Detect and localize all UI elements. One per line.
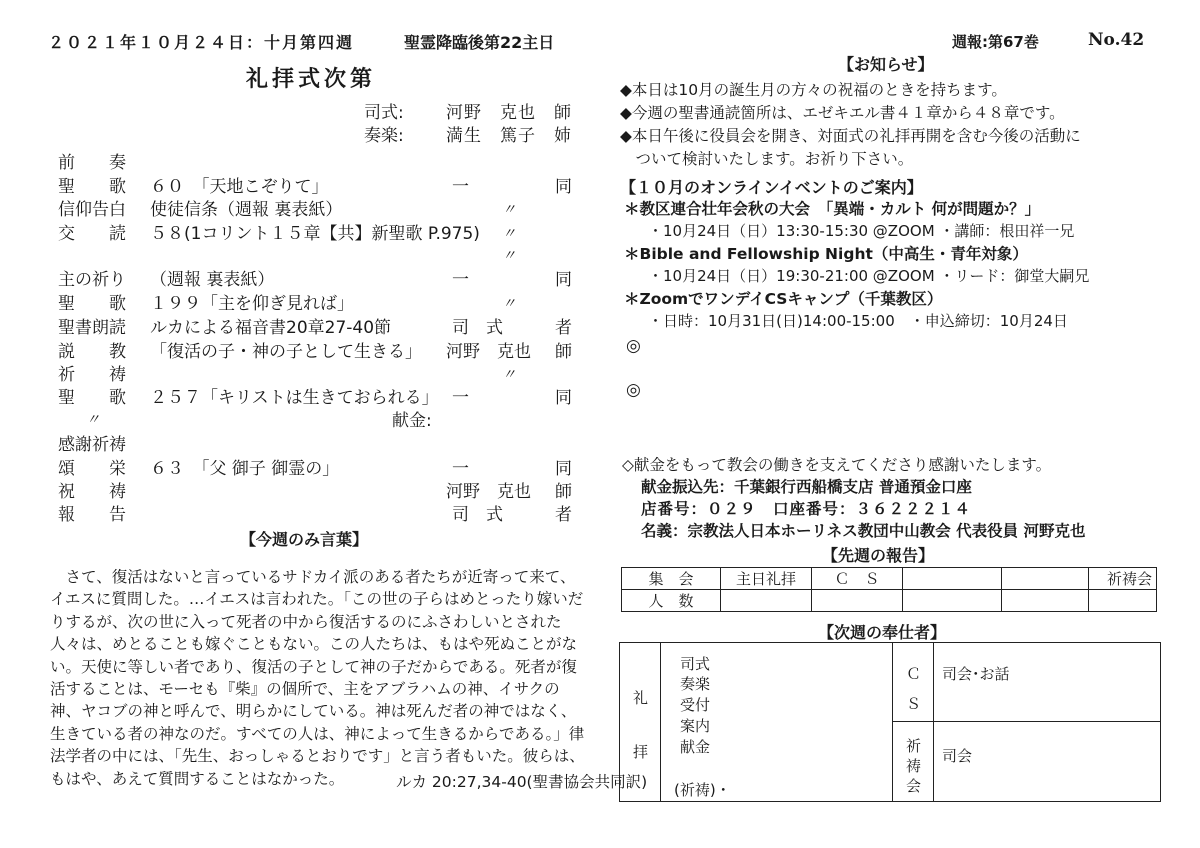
table-cell: 主日礼拝: [721, 568, 812, 590]
last-week-report-heading: 【先週の報告】: [822, 546, 935, 565]
divider: [660, 643, 661, 801]
event-detail: ・10月24日（日）19:30-21:00 @ZOOM ・リード：御堂大嗣兄: [648, 267, 1090, 285]
music-role: 奏楽:: [364, 126, 404, 146]
table-row: [622, 590, 1157, 612]
weekly-word-reference: ルカ 20:27,34-40(聖書協会共同訳): [396, 773, 648, 791]
divider: [892, 721, 1160, 722]
prayer-meeting-label: 祈: [906, 737, 922, 755]
table-cell: [812, 590, 903, 612]
order-item-content: ５８(1コリント１５章【共】新聖歌 P.975): [150, 224, 480, 244]
order-item-leader: 河野 克也: [446, 342, 531, 362]
order-item-label: 祝 祷: [58, 482, 126, 502]
event-title: ＊ZoomでワンデイCSキャンプ（千葉教区）: [624, 290, 943, 308]
order-item-content: （週報 裏表紙）: [150, 270, 275, 290]
order-item-leader-suffix: 者: [555, 318, 572, 338]
order-item-leader: 〃: [502, 367, 516, 383]
order-item: [0, 454, 600, 479]
order-item: [0, 219, 600, 244]
duty-role: 受付: [680, 696, 711, 714]
order-item-content: ６０ 「天地こぞりて」: [150, 177, 329, 197]
order-item-content: 使徒信条（週報 裏表紙）: [150, 200, 343, 220]
event-title: ＊Bible and Fellowship Night（中高生・青年対象）: [624, 245, 1028, 263]
order-item: [0, 313, 600, 338]
order-item: [0, 500, 600, 525]
weekly-word-heading: 【今週のみ言葉】: [240, 530, 369, 549]
order-item: [0, 406, 600, 431]
order-item-leader: 一: [452, 459, 469, 479]
order-item: [0, 360, 600, 385]
order-item-label: 前 奏: [58, 153, 126, 173]
presider-role: 司式:: [364, 103, 404, 123]
order-item: [0, 477, 600, 502]
online-events-heading: 【１０月のオンラインイベントのご案内】: [620, 178, 923, 197]
duty-role: 案内: [680, 717, 711, 735]
order-item-leader-suffix: 同: [555, 177, 572, 197]
table-cell: 人 数: [622, 590, 721, 612]
order-item-leader: 〃: [502, 226, 516, 242]
cs-label: Ｃ: [906, 665, 922, 683]
notice-item: ついて検討いたします。お祈り下さい。: [620, 150, 914, 168]
table-cell: [903, 568, 1002, 590]
order-item-leader-suffix: 師: [555, 342, 572, 362]
prayer-meeting-label: 祷: [906, 757, 922, 775]
order-item-leader-suffix: 同: [555, 270, 572, 290]
notice-item: ◆今週の聖書通読箇所は、エゼキエル書４１章から４８章です。: [620, 104, 1065, 122]
order-item-leader: 〃: [502, 248, 516, 264]
notice-item: ◆本日午後に役員会を開き、対面式の礼拝再開を含む今後の活動に: [620, 127, 1081, 145]
order-item-leader: 〃: [502, 202, 516, 218]
order-item-label: 主の祈り: [58, 270, 126, 290]
prayer-meeting-label: 会: [906, 777, 922, 795]
order-item-leader: 河野 克也: [446, 482, 531, 502]
order-item: [0, 383, 600, 408]
notice-item: ◆本日は10月の誕生月の方々の祝福のときを持ちます。: [620, 81, 1007, 99]
order-item-label: 説 教: [58, 342, 126, 362]
music-name: 満生 篤子 姉: [446, 126, 572, 146]
bulletin-date: ２０２１年１０月２４日：十月第四週: [48, 33, 355, 52]
order-item-label: 〃: [86, 412, 100, 428]
order-item-leader-suffix: 同: [555, 388, 572, 408]
table-cell: 祈祷会: [1089, 568, 1157, 590]
table-cell: [1002, 590, 1089, 612]
duty-role: 献金: [680, 738, 711, 756]
double-circle-mark: ◎: [626, 336, 641, 356]
duty-role: 司式: [680, 655, 711, 673]
order-item-label: 報 告: [58, 505, 126, 525]
order-item: [0, 337, 600, 362]
order-item: [0, 172, 600, 197]
cs-label: Ｓ: [906, 695, 922, 713]
order-item-label: 頌 栄: [58, 459, 126, 479]
order-of-service-title: 礼拝式次第: [246, 67, 377, 92]
order-item-leader: 〃: [502, 296, 516, 312]
order-item-leader: 献金:: [392, 411, 432, 431]
divider: [892, 643, 893, 801]
duty-role: 奏楽: [680, 675, 711, 693]
offering-account: 店番号：０２９ 口座番号：３６２２２１４: [641, 500, 972, 518]
order-item-content: 「復活の子・神の子として生きる」: [150, 342, 422, 362]
offering-thanks: ◇献金をもって教会の働きを支えてくださり感謝いたします。: [622, 456, 1052, 474]
cs-duty: 司会･お話: [942, 665, 1010, 683]
table-cell: [721, 590, 812, 612]
order-item-content: ルカによる福音書20章27-40節: [150, 318, 392, 338]
order-item-content: １９９「主を仰ぎ見れば」: [150, 294, 354, 314]
order-item-leader: 一: [452, 270, 469, 290]
order-item: [0, 265, 600, 290]
prayer-note: (祈祷)・: [674, 781, 731, 799]
order-item-content: ６３ 「父 御子 御霊の」: [150, 459, 340, 479]
order-item-label: 聖 歌: [58, 388, 126, 408]
event-title: ＊教区連合壮年会秋の大会 「異端・カルト 何が問題か？」: [624, 200, 1041, 218]
worship-label: 礼: [633, 689, 649, 707]
table-row: [622, 568, 1157, 590]
bulletin-issue-number: No.42: [1088, 30, 1145, 50]
order-item-leader: 一: [452, 177, 469, 197]
order-item-label: 聖 歌: [58, 294, 126, 314]
order-item-label: 感謝祈祷: [58, 435, 126, 455]
order-item-leader-suffix: 者: [555, 505, 572, 525]
order-item: [0, 243, 600, 263]
bulletin-volume: 週報:第67巻: [952, 33, 1039, 51]
double-circle-mark: ◎: [626, 380, 641, 400]
prayer-meeting-duty: 司会: [942, 747, 973, 765]
worship-label: 拝: [633, 743, 649, 761]
order-item-label: 聖書朗読: [58, 318, 126, 338]
order-item-label: 聖 歌: [58, 177, 126, 197]
event-detail: ・日時：10月31日(日)14:00-15:00 ・申込締切：10月24日: [648, 312, 1068, 330]
attendance-table: [621, 567, 1157, 612]
order-item-leader: 司 式: [452, 318, 503, 338]
duty-roster-box: [619, 642, 1161, 802]
order-item-label: 祈 祷: [58, 365, 126, 385]
presider-name: 河野 克也 師: [446, 103, 572, 123]
table-cell: [1002, 568, 1089, 590]
order-item-leader-suffix: 同: [555, 459, 572, 479]
notices-heading: 【お知らせ】: [838, 55, 934, 74]
weekly-word-text: さて、復活はないと言っているサドカイ派のある者たちが近寄って来て、イエスに質問した。…イエスは言われた。「この世の子らはめとったり嫁いだりするが、次の世に入って死者の中から復活するのにふさわしいとされた人々は、めとることも嫁ぐこともない。この人たちは、もはや死ぬことがない。天使に等しい者であり、復活の子として神の子だからである。死者が復活することは、モーセも『柴』の個所で、主をアブラハムの神、イサクの神、ヤコブの神と呼んで、明らかにしている。神は死んだ者の神ではなく、生きている者の神なのだ。すべての人は、神によって生きるからである。」律法学者の中には、「先生、おっしゃるとおりです」と言う者もいた。彼らは、もはや、あえて質問することはなかった。: [50, 568, 585, 788]
offering-bank: 献金振込先：千葉銀行西船橋支店 普通預金口座: [641, 478, 972, 496]
table-cell: [903, 590, 1002, 612]
order-item-content: ２５７「キリストは生きておられる」: [150, 388, 439, 408]
order-item-leader: 一: [452, 388, 469, 408]
table-cell: Ｃ Ｓ: [812, 568, 903, 590]
table-cell: [1089, 590, 1157, 612]
table-cell: 集 会: [622, 568, 721, 590]
order-item-label: 交 読: [58, 224, 126, 244]
liturgical-sunday: 聖霊降臨後第22主日: [404, 33, 555, 52]
divider: [933, 643, 934, 801]
order-item: [0, 148, 600, 173]
offering-account-holder: 名義：宗教法人日本ホーリネス教団中山教会 代表役員 河野克也: [641, 522, 1086, 540]
order-item-label: 信仰告白: [58, 200, 126, 220]
order-item: [0, 195, 600, 220]
order-item: [0, 289, 600, 314]
order-item: [0, 430, 600, 455]
order-item-leader: 司 式: [452, 505, 503, 525]
order-item-leader-suffix: 師: [555, 482, 572, 502]
event-detail: ・10月24日（日）13:30-15:30 @ZOOM ・講師：根田祥一兄: [648, 222, 1075, 240]
next-week-duty-heading: 【次週の奉仕者】: [818, 623, 947, 642]
